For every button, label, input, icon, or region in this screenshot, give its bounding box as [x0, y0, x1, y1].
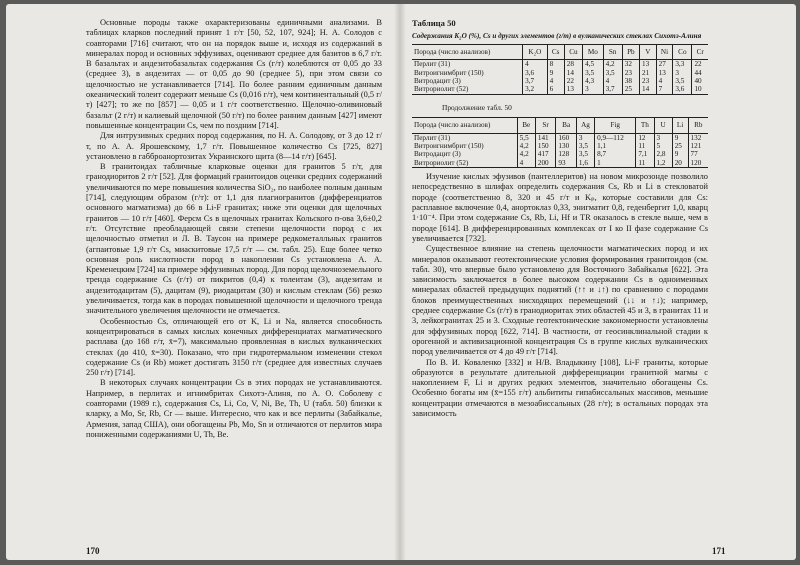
column-header: Ba [556, 118, 577, 133]
table-cell: 4,2 [603, 60, 622, 69]
table-cell: 38 [622, 77, 639, 85]
table-cell: 132 [688, 133, 708, 142]
table-cell: 3,5 [576, 142, 594, 150]
table-cell: 77 [688, 150, 708, 158]
right-paragraph: По В. И. Коваленко [332] и Н/В. Владыкину [108], Li-F граниты, которые образуются в результате длительной дифференциации гранитной магмы с накоплением F, Li и других редких элементов, значительно обогащены Cs. Особенно богаты им (x̄=155 г/т) альбититы гипабиссальных массивов, меньшие концентрации отмечаются в мезоабиссальных (28 г/т); в остальных породах эта зависимость [412, 357, 708, 418]
table-row [412, 69, 708, 77]
table-50-part1 [412, 44, 708, 95]
column-header: Cr [692, 44, 708, 59]
table-header-row [412, 44, 708, 59]
table-cell: 14 [564, 69, 582, 77]
table-cell: 5 [654, 142, 672, 150]
table-cell: 3,3 [673, 60, 692, 69]
table-cell: 13 [656, 69, 673, 77]
table-cell: 120 [688, 159, 708, 168]
table-cell: 27 [656, 60, 673, 69]
table-cell: 1,1 [595, 142, 636, 150]
table-cell: 23 [639, 77, 656, 85]
table-cell: 32 [622, 60, 639, 69]
table-row [412, 133, 708, 142]
column-header: Pb [622, 44, 639, 59]
table-cell: 9 [672, 150, 688, 158]
table-cell: 22 [564, 77, 582, 85]
right-paragraph: Существенное влияние на степень щелочности магматических пород и их минералов оказывают геотектонические условия формирования гранитоидов (см. табл. 30), что впервые было установлено для Восточного Забайкалья [622]. Эта зависимость заключается в более высоком содержании Cs в одноименных минералах областей предыдущих поднятий (↑↑ и ↓↑) по сравнению с породами блоков преимущественных нисходящих перемещений (↓↓ и ↑↓); например, среднее содержание Cs (г/т) в гранодиоритах этих областей 45 и 3, в гранитах 11 и 3, лейкогранитах 25 и 3. Сходные геотектонические закономерности установлены для эффузивных пород [622, 714]. В частности, от геосинклинальной стадии к орогенной и активизационной концентрация Cs в группе кислых вулканических пород увеличивается от 4 до 49 г/т [714]. [412, 244, 708, 357]
column-header: Mo [583, 44, 604, 59]
table-cell: 2,8 [654, 150, 672, 158]
column-header: Sn [603, 44, 622, 59]
table-cell: 40 [692, 77, 708, 85]
table-cell: 3,5 [603, 69, 622, 77]
table-cell: 3,5 [583, 69, 604, 77]
table-cell: 11 [636, 142, 654, 150]
table-cell: 3,5 [673, 77, 692, 85]
table-cell: Витродацит (3) [414, 77, 461, 86]
table-cell: 44 [692, 69, 708, 77]
column-header: Порода (число анализов) [412, 118, 517, 133]
table-cell: 8,7 [595, 150, 636, 158]
table-cell: 3 [576, 133, 594, 142]
table-row [412, 85, 708, 94]
table-cell: 5,5 [517, 133, 535, 142]
table-cell: 4 [517, 159, 535, 168]
table-cell: 128 [556, 150, 577, 158]
column-header: U [654, 118, 672, 133]
right-page [412, 18, 708, 419]
table-cell: 1 [595, 159, 636, 168]
table-cell: 4,2 [517, 142, 535, 150]
table-cell: 141 [535, 133, 556, 142]
table-cell: 3 [654, 133, 672, 142]
table-row [412, 159, 708, 168]
table-cell: 4,3 [583, 77, 604, 85]
table-cell: 160 [556, 133, 577, 142]
left-paragraph: В некоторых случаях концентрации Cs в этих породах не устанавливаются. Например, в перлитах и игнимбритах Сихотэ-Алиня, по А. О. Соболеву с соавторами (1989 г.), содержания Cs, Li, Co, V, Ni, Be, Th, U (табл. 50) близки к кларку, а Mo, Sr, Rb, Cr — выше. Интересно, что как и все перлиты (Забайкалье, Армения, запад США), они обогащены Pb, Mo, Sn и отличаются от перлитов мира пониженными содержаниями U, Th, Be. [86, 378, 382, 439]
table-cell: 21 [639, 69, 656, 77]
table-cell: 130 [556, 142, 577, 150]
table-cell: 3,7 [523, 77, 547, 85]
table-cell: 1,6 [576, 159, 594, 168]
table-cell: 25 [622, 85, 639, 94]
left-paragraph: В гранитоидах табличные кларковые оценки для гранитов 5 г/т, для гранодиоритов 2 г/т [52]. Для формаций гранитоидов оценки средних содержаний увеличиваются по мере повышения количества SiO₂, по наиболее полным данным [714], следующим образом (г/т): от 1,1 для плагиогранитов (дифференциатов основного магматизма) до 66 в Li-F гранитах; ниже эти оценки для щелочных гранитов — 10 г/т [460]. Ферсм Cs в щелочных гранитах Кольского п-ова 3,6±0,2 г/т. Отсутствие преобладающей связи степени щелочности пород с их щелочностью отметил и Л. В. Таусон на примере редкометалльных гранитов (агпаитовые 1,9 г/т Cs, миаскитовые 17,5 г/т — см. табл. 25). Еще более четко основная роль кислотности пород в накоплении Cs установлена А. А. Кременецким [724] на примере эффузивных пород. Для пород щелочноземельного тренда содержание Cs (г/т) от пикритов (0,4) к толеитам (3), андезитам и андезитодацитам (5), дацитам (9), риодацитам (30) и кислым стеклам (56) резко увеличивается, тогда как в породах повышенной щелочности и щелочного тренда значительного увеличения щелочности не отмечается. [86, 162, 382, 316]
table-cell: 28 [564, 60, 582, 69]
left-paragraph: Особенностью Cs, отличающей его от K, Li и Na, является способность концентрироваться в самых кислых конечных дифференциатах магматического расплава (до 168 г/т, x̄=7), максимально проявленная в кислых вулканических стеклах (до 410, x̄=30). Показано, что при гидротермальном изменении стекол содержание Cs (и Rb) может достигать 3150 г/т (среднее для известных случаев 250 г/т) [714]. [86, 316, 382, 378]
table-continuation-label: Продолжение табл. 50 [442, 102, 512, 112]
table-cell: 13 [639, 60, 656, 69]
table-cell: 3 [583, 85, 604, 94]
table-cell: 3,5 [576, 150, 594, 158]
table-cell: Перлит (31) [414, 133, 451, 142]
table-cell: 22 [692, 60, 708, 69]
column-header: Cu [564, 44, 582, 59]
table-cell: 121 [688, 142, 708, 150]
table-cell: 25 [672, 142, 688, 150]
table-cell: 9 [672, 133, 688, 142]
table-cell: 7,1 [636, 150, 654, 158]
table-cell: 200 [535, 159, 556, 168]
column-header: Co [673, 44, 692, 59]
column-header: Ag [576, 118, 594, 133]
table-cell: 1,2 [654, 159, 672, 168]
table-header-row [412, 118, 708, 133]
table-cell: 3,7 [603, 85, 622, 94]
column-header: Sr [535, 118, 556, 133]
table-cell: 3,6 [523, 69, 547, 77]
left-page [86, 18, 382, 440]
table-cell: 14 [639, 85, 656, 94]
column-header: Fig [595, 118, 636, 133]
table-title: Содержания K₂O (%), Cs и других элементов (г/т) в вулканических стеклах Сихотэ-Алиня [412, 32, 702, 41]
table-cell: 7 [656, 85, 673, 94]
table-row [412, 142, 708, 150]
table-cell: 150 [535, 142, 556, 150]
table-cell: Витродацит (3) [414, 150, 461, 159]
column-header: V [639, 44, 656, 59]
table-cell: 12 [636, 133, 654, 142]
table-cell: 3 [673, 69, 692, 77]
table-cell: 4,5 [583, 60, 604, 69]
table-cell: 9 [547, 69, 564, 77]
column-header: Rb [688, 118, 708, 133]
column-header: Li [672, 118, 688, 133]
table-cell: 6 [547, 85, 564, 94]
column-header: Cs [547, 44, 564, 59]
table-cell: 4 [523, 60, 547, 69]
table-cell: 3,2 [523, 85, 547, 94]
table-row [412, 150, 708, 158]
table-50-part2 [412, 117, 708, 168]
table-cell: Витрориолит (52) [412, 159, 517, 168]
column-header: Ni [656, 44, 673, 59]
column-header: Be [517, 118, 535, 133]
table-cell: 417 [535, 150, 556, 158]
table-cell: 4 [547, 77, 564, 85]
table-cell: Витрориолит (52) [412, 85, 523, 94]
left-paragraph: Для интрузивных средних пород содержания, по Н. А. Солодову, от 3 до 12 г/т, по А. А. Ярошевскому, 1,7 г/т. Повышенное количество Cs [725, 827] установлено в габброанортозитах Украинского щита (8—14 г/т) [645]. [86, 131, 382, 161]
table-cell: 10 [692, 85, 708, 94]
table-cell: 20 [672, 159, 688, 168]
table-cell: 8 [547, 60, 564, 69]
column-header: K₂O [523, 44, 547, 59]
book-gutter [394, 4, 406, 560]
right-paragraph: Изучение кислых эфузивов (пантеллеритов) на новом микрозонде позволило непосредственно в шлифах определить содержания Cs, Rb и Li в стекловатой породе (соответственно 8, 320 и 45 г/т и Kₚ, которые составили для Cs: расплавное включение 0,4, анортоклаз 0,33, энигматит 0,8, геденбергит 1,0, кварц 1·10⁻⁴. При этом содержание Cs, Rb, Li, Hf и TR оказалось в стекле выше, чем в породе [614]. В дифференцированных комплексах от I ко II фазе содержание Cs увеличивается [732]. [412, 172, 708, 243]
table-cell: Витроигнимбрит (150) [414, 141, 484, 150]
table-cell: 4 [603, 77, 622, 85]
table-cell: Перлит (31) [414, 60, 451, 69]
table-cell: 3,6 [673, 85, 692, 94]
column-header: Th [636, 118, 654, 133]
table-cell: 4,2 [517, 150, 535, 158]
table-cell: 93 [556, 159, 577, 168]
table-cell: 11 [636, 159, 654, 168]
column-header: Порода (число анализов) [412, 44, 523, 59]
table-row [412, 77, 708, 85]
table-cell: 0,9—112 [595, 133, 636, 142]
table-cell: 4 [656, 77, 673, 85]
table-cell: Витроигнимбрит (150) [414, 68, 484, 77]
table-caption: Таблица 50 [412, 18, 456, 28]
table-cell: 13 [564, 85, 582, 94]
left-paragraph: Основные породы также охарактеризованы единичными анализами. В таблицах кларков последний принят 1 г/т [50, 52, 107, 924]; Н. А. Солодов с соавторами [716] считают, что он на порядок выше и, исходя из содержаний в минералах пород и основных эффузивах, оценивают среднее для базитов в 6,7 г/т. В базальтах и андезитобазальтах содержания Cs (г/т) колеблются от 0,05 до 33 (среднее 3), в андезитах — от 0,05 до 90 (среднее 5), при этом связи со щелочностью не устанавливается [714]. По более ранним единичным данным океанический толеит содержит меньше Cs (0,016 г/т), чем континентальный (0,5 г/т) [427]; то же по [857] — 0,05 и 1 г/т соответственно. Щелочно-оливиновый базальт (2 г/т) и калиевый щелочной (50 г/т) по более ранним данным [427] имеют повышенные концентрации Cs, чем по поздним [714]. [86, 18, 382, 130]
table-row [412, 60, 708, 69]
table-cell: 23 [622, 69, 639, 77]
